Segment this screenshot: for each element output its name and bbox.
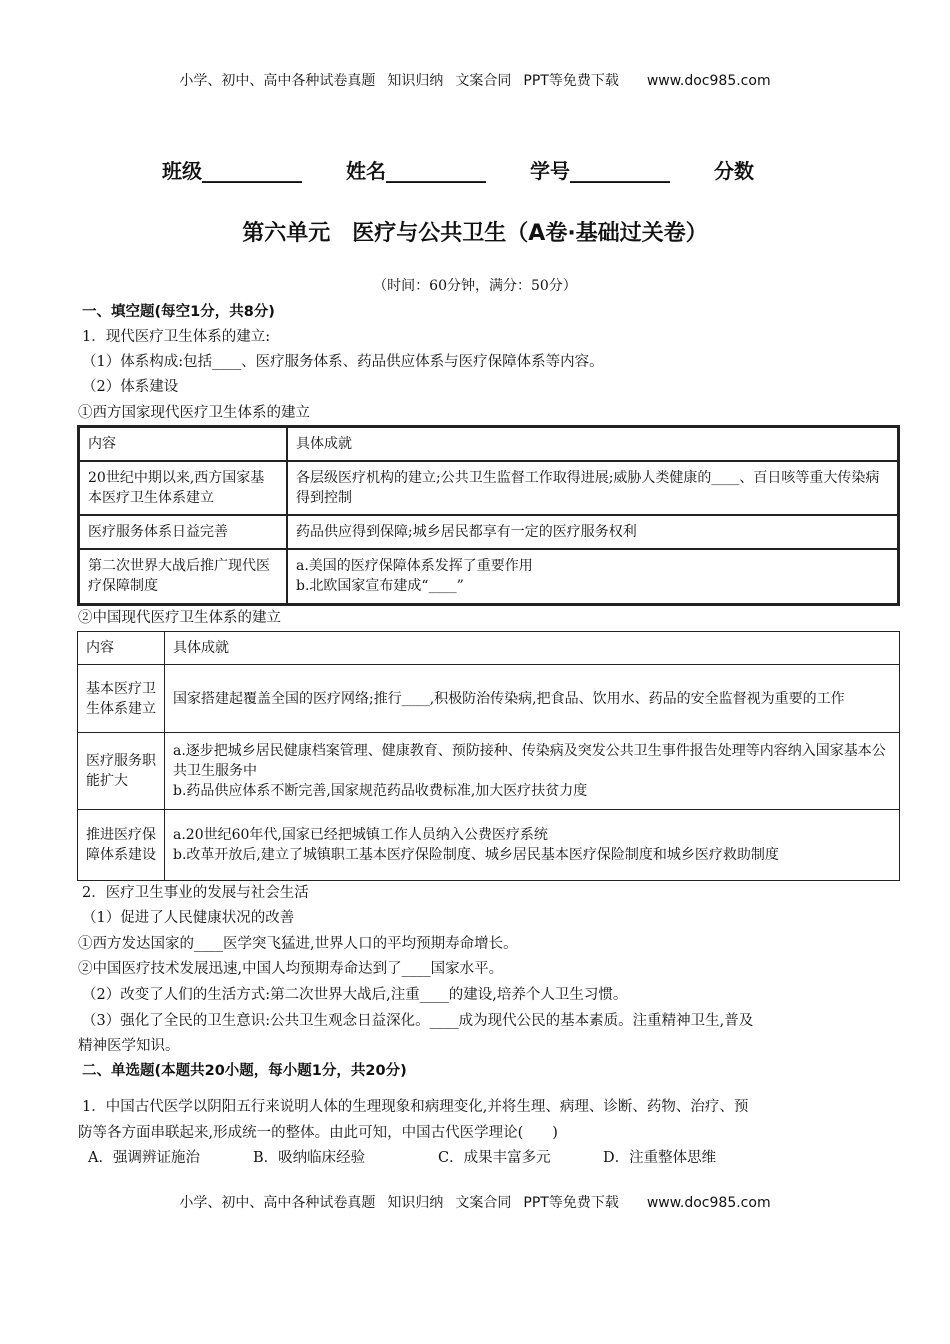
table-cell: 医疗服务职能扩大 — [78, 733, 165, 810]
footer-site: www.doc985.com — [646, 1195, 771, 1211]
question-text: 精神医学知识。 — [78, 1038, 180, 1054]
id-field: 学号__________ — [530, 159, 670, 183]
answer-options — [88, 1148, 716, 1168]
footer-text: 小学、初中、高中各种试卷真题 — [179, 1195, 376, 1211]
class-field: 班级__________ — [162, 159, 302, 183]
footer-text: 文案合同 — [455, 1195, 512, 1211]
table-cell: 推进医疗保障体系建设 — [78, 810, 165, 881]
option-a: A．强调辨证施治 — [88, 1150, 200, 1166]
cell-line: a.20世纪60年代,国家已经把城镇工作人员纳入公费医疗系统 — [173, 827, 548, 843]
header-text: 知识归纳 — [387, 73, 444, 89]
section2-heading: 二、单选题(本题共20小题，每小题1分，共20分) — [82, 1063, 407, 1079]
table-cell: 第二次世界大战后推广现代医疗保障制度 — [79, 549, 288, 605]
question-text: 1．中国古代医学以阴阳五行来说明人体的生理现象和病理变化,并将生理、病理、诊断、药物、治疗、预 — [82, 1099, 749, 1115]
header-text: 小学、初中、高中各种试卷真题 — [179, 73, 376, 89]
option-d: D．注重整体思维 — [603, 1150, 717, 1166]
cell-line: a.逐步把城乡居民健康档案管理、健康教育、预防接种、传染病及突发公共卫生事件报告处理等内容纳入国家基本公共卫生服务中 — [173, 743, 886, 779]
china-health-table — [77, 631, 900, 881]
table-cell: 各层级医疗机构的建立;公共卫生监督工作取得进展;威胁人类健康的____、百日咳等重大传染病得到控制 — [287, 461, 899, 515]
header-site: www.doc985.com — [646, 73, 771, 89]
page-header — [0, 70, 950, 90]
question-text: ②中国医疗技术发展迅速,中国人均预期寿命达到了____国家水平。 — [78, 961, 504, 977]
option-c: C．成果丰富多元 — [438, 1150, 551, 1166]
score-field: 分数 — [714, 159, 754, 183]
section1-heading: 一、填空题(每空1分，共8分) — [82, 304, 275, 320]
question-text: （2）体系建设 — [82, 379, 179, 395]
question-text: （2）改变了人们的生活方式:第二次世界大战后,注重____的建设,培养个人卫生习惯。 — [82, 987, 628, 1003]
table-cell: 基本医疗卫生体系建立 — [78, 665, 165, 733]
page-title: 第六单元 医疗与公共卫生（A卷·基础过关卷） — [242, 221, 708, 246]
time-note: （时间：60分钟，满分：50分） — [373, 278, 577, 294]
name-field: 姓名__________ — [346, 159, 486, 183]
table-cell — [287, 549, 899, 605]
question-text: ①西方发达国家的____医学突飞猛进,世界人口的平均预期寿命增长。 — [78, 936, 518, 952]
header-text: PPT等免费下载 — [523, 73, 619, 89]
cell-line: b.改革开放后,建立了城镇职工基本医疗保险制度、城乡居民基本医疗保险制度和城乡医疗救助制度 — [173, 847, 779, 863]
question-text: （3）强化了全民的卫生意识:公共卫生观念日益深化。____成为现代公民的基本素质。注重精神卫生,普及 — [82, 1013, 754, 1029]
option-b: B．吸纳临床经验 — [253, 1150, 366, 1166]
student-info-line — [162, 155, 798, 184]
table-cell — [165, 733, 900, 810]
question-text: 防等各方面串联起来,形成统一的整体。由此可知，中国古代医学理论( ) — [78, 1125, 558, 1141]
table-cell: 国家搭建起覆盖全国的医疗网络;推行____,积极防治传染病,把食品、饮用水、药品的安全监督视为重要的工作 — [165, 665, 900, 733]
footer-text: PPT等免费下载 — [523, 1195, 619, 1211]
table-cell — [165, 810, 900, 881]
question-text: 1．现代医疗卫生体系的建立: — [82, 329, 271, 345]
footer-text: 知识归纳 — [387, 1195, 444, 1211]
table-header: 具体成就 — [165, 632, 900, 665]
table-header: 内容 — [78, 632, 165, 665]
header-text: 文案合同 — [455, 73, 512, 89]
table-header: 具体成就 — [287, 427, 899, 461]
table-cell: 20世纪中期以来,西方国家基本医疗卫生体系建立 — [79, 461, 288, 515]
question-text: （1）促进了人民健康状况的改善 — [82, 910, 295, 926]
question-text: （1）体系构成:包括____、医疗服务体系、药品供应体系与医疗保障体系等内容。 — [82, 354, 604, 370]
table-cell: 医疗服务体系日益完善 — [79, 515, 288, 549]
table-header: 内容 — [79, 427, 288, 461]
cell-line: a.美国的医疗保障体系发挥了重要作用 — [296, 558, 533, 575]
question-text: 2．医疗卫生事业的发展与社会生活 — [82, 885, 309, 901]
cell-line: b.药品供应体系不断完善,国家规范药品收费标准,加大医疗扶贫力度 — [173, 783, 588, 799]
cell-line: b.北欧国家宣布建成“____” — [296, 578, 464, 595]
table-cell: 药品供应得到保障;城乡居民都享有一定的医疗服务权利 — [287, 515, 899, 549]
western-health-table — [77, 425, 900, 606]
table-caption: ①西方国家现代医疗卫生体系的建立 — [78, 405, 310, 421]
page-footer — [0, 1192, 950, 1212]
table-caption: ②中国现代医疗卫生体系的建立 — [78, 610, 281, 626]
